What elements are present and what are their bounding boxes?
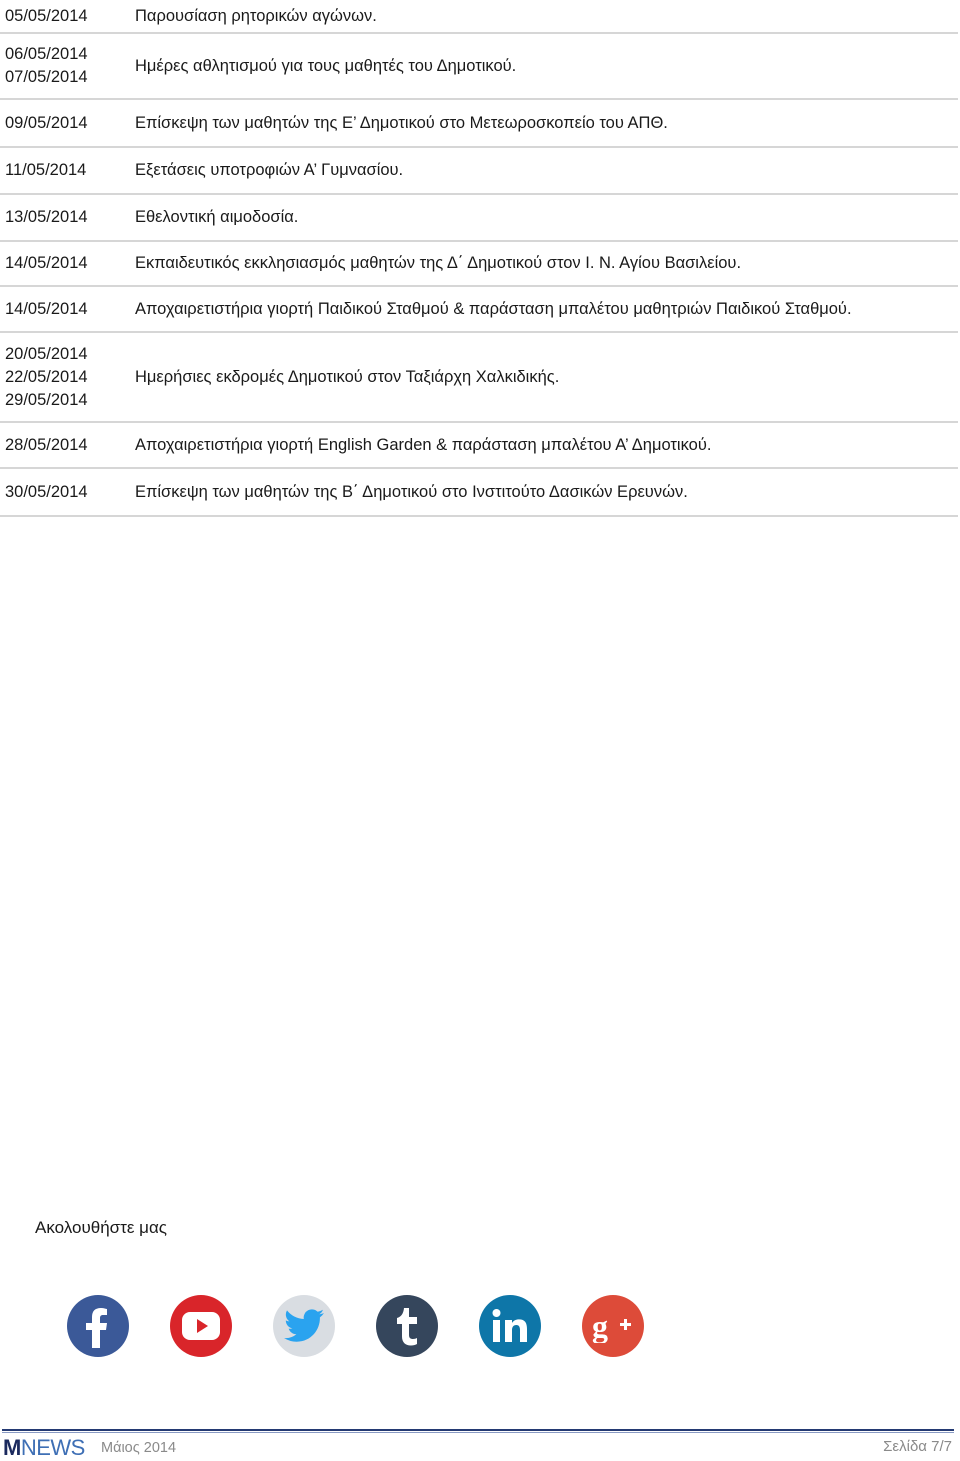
event-row xyxy=(0,287,958,333)
page-number: Σελίδα 7/7 xyxy=(883,1438,952,1455)
event-dates xyxy=(5,434,135,457)
event-date: 09/05/2014 xyxy=(5,113,88,132)
event-dates xyxy=(5,298,135,321)
event-description: Αποχαιρετιστήρια γιορτή Παιδικού Σταθμού & παράσταση μπαλέτου μαθητριών Παιδικού Σταθμού. xyxy=(135,299,852,318)
event-date: 28/05/2014 xyxy=(5,435,88,454)
event-date: 20/05/2014 xyxy=(5,344,88,363)
footer-month: Μάιος 2014 xyxy=(101,1440,177,1456)
event-dates xyxy=(5,343,135,412)
event-description: Αποχαιρετιστήρια γιορτή English Garden & παράσταση μπαλέτου Α’ Δημοτικού. xyxy=(135,435,712,454)
event-description: Εθελοντική αιμοδοσία. xyxy=(135,208,299,226)
event-row xyxy=(0,242,958,287)
event-date: 14/05/2014 xyxy=(5,254,88,272)
event-description: Επίσκεψη των μαθητών της Β΄ Δημοτικού στο Ινστιτούτο Δασικών Ερευνών. xyxy=(135,482,688,501)
event-description: Ημέρες αθλητισμού για τους μαθητές του Δημοτικού. xyxy=(135,56,517,75)
event-dates xyxy=(5,206,135,229)
svg-text:g: g xyxy=(592,1309,608,1343)
footer-rule xyxy=(2,1429,954,1431)
linkedin-icon[interactable] xyxy=(479,1295,541,1357)
event-date: 06/05/2014 xyxy=(5,45,88,63)
event-dates xyxy=(5,481,135,504)
event-description: Παρουσίαση ρητορικών αγώνων. xyxy=(135,6,377,25)
event-date: 14/05/2014 xyxy=(5,299,88,318)
event-date: 30/05/2014 xyxy=(5,482,88,501)
event-description: Εκπαιδευτικός εκκλησιασμός μαθητών της Δ΄ Δημοτικού στον Ι. Ν. Αγίου Βασιλείου. xyxy=(135,254,742,272)
event-date: 22/05/2014 xyxy=(5,367,88,386)
event-row xyxy=(0,333,958,423)
events-table xyxy=(0,0,958,517)
facebook-icon[interactable] xyxy=(67,1295,129,1357)
event-date: 11/05/2014 xyxy=(5,161,87,179)
event-date: 13/05/2014 xyxy=(5,208,88,226)
event-description: Εξετάσεις υποτροφιών Α’ Γυμνασίου. xyxy=(135,161,404,179)
event-row xyxy=(0,0,958,34)
youtube-icon[interactable] xyxy=(170,1295,232,1357)
event-description: Ημερήσιες εκδρομές Δημοτικού στον Ταξιάρχη Χαλκιδικής. xyxy=(135,367,560,386)
event-description: Επίσκεψη των μαθητών της Ε’ Δημοτικού στο Μετεωροσκοπείο του ΑΠΘ. xyxy=(135,113,668,132)
event-dates xyxy=(5,5,135,28)
google-plus-icon[interactable] xyxy=(582,1295,644,1357)
event-row xyxy=(0,34,958,100)
event-dates xyxy=(5,112,135,135)
event-row xyxy=(0,148,958,195)
event-row xyxy=(0,423,958,469)
event-date: 29/05/2014 xyxy=(5,390,88,409)
event-date: 07/05/2014 xyxy=(5,68,88,86)
event-dates xyxy=(5,252,135,275)
event-row xyxy=(0,100,958,148)
follow-us-label: Ακολουθήστε μας xyxy=(35,1218,167,1237)
event-date: 05/05/2014 xyxy=(5,6,88,25)
twitter-icon[interactable] xyxy=(273,1295,335,1357)
footer-rule-thin xyxy=(2,1432,954,1433)
event-dates xyxy=(5,159,135,182)
tumblr-icon[interactable] xyxy=(376,1295,438,1357)
mnews-logo: MNEWS xyxy=(3,1435,85,1460)
event-row xyxy=(0,469,958,517)
event-row xyxy=(0,195,958,242)
event-dates xyxy=(5,43,135,89)
